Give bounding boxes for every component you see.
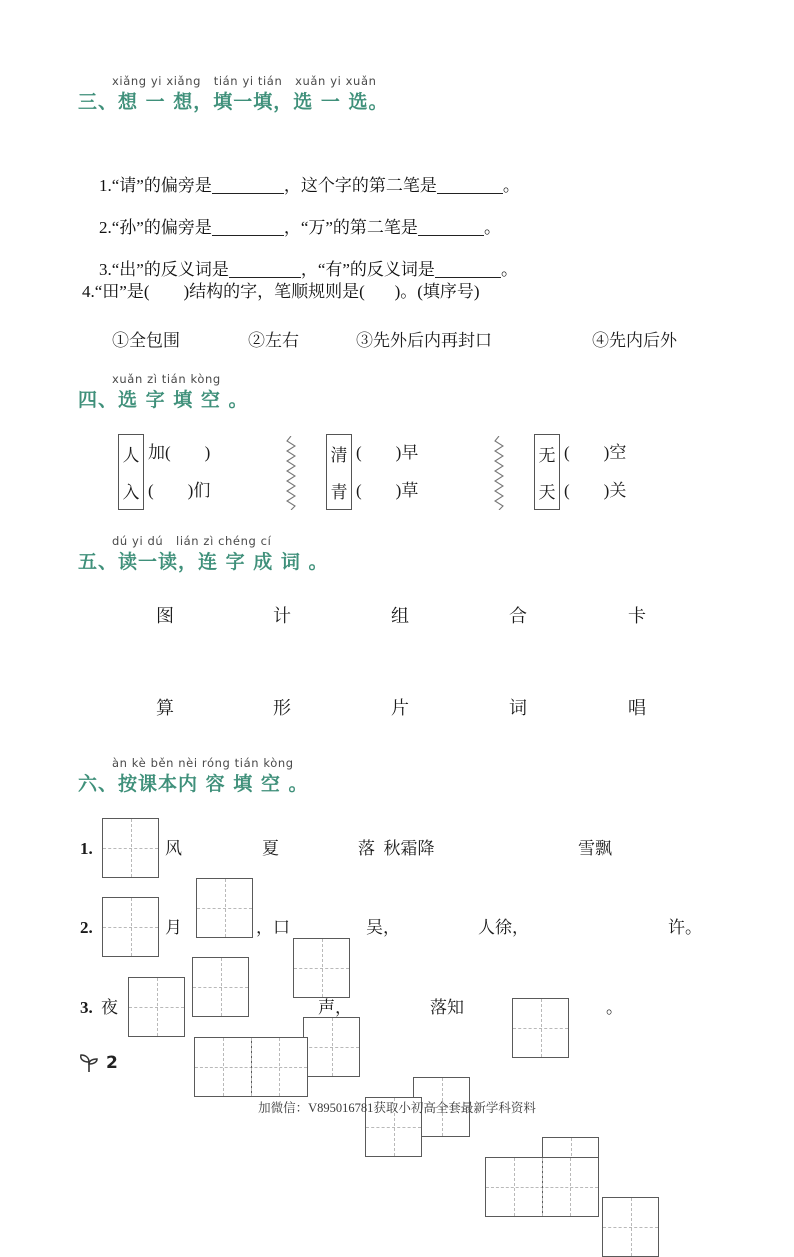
match-char-bottom-1[interactable]: 算 (156, 698, 174, 718)
section-six (0, 756, 794, 797)
fill-row-3-text-3: 。 (606, 998, 623, 1017)
fill-group-1-lines (148, 434, 210, 512)
fill-row-1-number: 1. (80, 839, 93, 858)
match-row-bottom (0, 694, 794, 720)
fill-row-3-box-4[interactable] (485, 1157, 599, 1217)
fill-group-3-char-top: 无 (538, 446, 556, 465)
fill-group-1-line-1[interactable]: 加( ) (148, 443, 211, 462)
question-1-text-c: 。 (502, 176, 520, 195)
match-char-top-4[interactable]: 合 (509, 606, 527, 626)
fill-row-3-box-1[interactable] (128, 977, 185, 1037)
watermark-text: 加微信：V895016781获取小初高全套最新学科资料 (258, 1101, 536, 1115)
fill-group-3-lines (564, 434, 626, 512)
match-char-bottom-3[interactable]: 片 (391, 698, 409, 718)
fill-row-2-text-1: 月 (165, 918, 182, 937)
fill-group-2-lines (356, 434, 418, 512)
match-row-top (0, 602, 794, 628)
match-char-bottom-5[interactable]: 唱 (628, 698, 646, 718)
section-six-heading: 六、按课本内 容 填 空 。 (78, 773, 309, 795)
match-char-top-1[interactable]: 图 (156, 606, 174, 626)
section-four-heading: 四、选 字 填 空 。 (78, 389, 249, 411)
fill-row-3-text-1: 声， (318, 998, 352, 1017)
fill-row-1-text-2: 夏 (262, 839, 279, 858)
fill-row-3-box-2-guide-right (279, 1038, 280, 1096)
fill-row-3-box-4-divider (542, 1158, 543, 1216)
fill-row-2-box-1[interactable] (102, 897, 159, 957)
page-footer (78, 1052, 118, 1074)
fill-row-3-text-2: 落知 (430, 998, 464, 1017)
fill-group-2-char-bottom: 青 (330, 483, 348, 502)
match-char-top-3[interactable]: 组 (391, 606, 409, 626)
fill-group-3-line-1[interactable]: ( )空 (564, 443, 627, 462)
question-3-blank-2[interactable] (435, 277, 501, 278)
fill-row-2-text-4: 人徐， (478, 918, 529, 937)
fill-row-2-number: 2. (80, 918, 93, 937)
question-2-text-a: 2.“孙”的偏旁是 (99, 218, 212, 237)
fill-group-2-char-top: 清 (330, 446, 348, 465)
section-five (0, 534, 794, 575)
question-3-text-c: 。 (500, 260, 518, 279)
section-three-heading: 三、想 一 想，填一填，选 一 选。 (78, 91, 389, 113)
fill-row-3-number: 3. (80, 998, 93, 1017)
page-number: 2 (106, 1053, 118, 1073)
wavy-divider-2 (494, 436, 504, 510)
section-six-pinyin: àn kè běn nèi róng tián kòng (112, 756, 294, 770)
fill-group-2-char-box (326, 434, 352, 510)
fill-row-2-text-2: ，口 (256, 918, 290, 937)
question-3-text-b: ，“有”的反义词是 (300, 260, 435, 279)
section-four-groups (118, 434, 718, 514)
fill-row-1-text-3: 落 秋霜降 (358, 839, 435, 858)
fill-group-3-char-bottom: 天 (538, 483, 556, 502)
sprout-icon (78, 1052, 100, 1074)
fill-row-1-text-4: 雪飘 (578, 839, 612, 858)
fill-group-3-line-2[interactable]: ( )关 (564, 481, 627, 500)
section-three (0, 74, 794, 115)
question-3-blank-1[interactable] (229, 277, 301, 278)
match-char-bottom-4[interactable]: 词 (509, 698, 527, 718)
section-three-pinyin: xiǎng yi xiǎng tián yi tián xuǎn yi xuǎn (112, 74, 377, 88)
fill-row-2-text-3: 吴， (366, 918, 400, 937)
question-2-text-b: ，“万”的第二笔是 (283, 218, 418, 237)
fill-row-3-lead: 夜 (101, 998, 118, 1017)
question-3-text-a: 3.“出”的反义词是 (99, 260, 229, 279)
fill-group-1-char-box (118, 434, 144, 510)
fill-row-3-box-2-guide-left (223, 1038, 224, 1096)
question-1-text-a: 1.“请”的偏旁是 (99, 176, 212, 195)
section-five-heading: 五、读一读，连 字 成 词 。 (78, 551, 329, 573)
fill-sentence-row-3 (0, 977, 794, 1039)
fill-group-2-line-1[interactable]: ( )早 (356, 443, 419, 462)
fill-group-3-char-box (534, 434, 560, 510)
match-char-bottom-2[interactable]: 形 (273, 698, 291, 718)
fill-row-2-box-6[interactable] (602, 1197, 659, 1257)
fill-row-3-box-2[interactable] (194, 1037, 308, 1097)
fill-group-1-char-top: 人 (122, 446, 140, 465)
fill-row-2-text-5: 许。 (668, 918, 702, 937)
fill-row-1-text-1: 风 (165, 839, 182, 858)
question-4: 4.“田”是( )结构的字，笔顺规则是( )。(填序号) (82, 282, 480, 301)
match-char-top-2[interactable]: 计 (273, 606, 291, 626)
fill-row-3-box-2-divider (251, 1038, 252, 1096)
section-four-pinyin: xuǎn zì tián kòng (112, 372, 221, 386)
section-four (0, 372, 794, 413)
question-4-option-3[interactable]: ③先外后内再封口 (356, 331, 492, 350)
wavy-divider-1 (286, 436, 296, 510)
fill-group-1-line-2[interactable]: ( )们 (148, 481, 211, 500)
fill-sentence-row-2 (0, 897, 794, 959)
fill-sentence-row-1 (0, 818, 794, 880)
fill-group-1-char-bottom: 入 (122, 483, 140, 502)
question-2-text-c: 。 (483, 218, 501, 237)
fill-row-1-box-1[interactable] (102, 818, 159, 878)
question-4-option-2[interactable]: ②左右 (248, 331, 299, 350)
question-4-option-1[interactable]: ①全包围 (112, 331, 180, 350)
section-five-pinyin: dú yi dú lián zì chéng cí (112, 534, 272, 548)
question-4-option-4[interactable]: ④先内后外 (592, 331, 677, 350)
match-char-top-5[interactable]: 卡 (628, 606, 646, 626)
fill-group-2-line-2[interactable]: ( )草 (356, 481, 419, 500)
fill-row-3-box-4-guide-left (514, 1158, 515, 1216)
question-1-text-b: ，这个字的第二笔是 (283, 176, 437, 195)
fill-row-3-box-4-guide-right (570, 1158, 571, 1216)
